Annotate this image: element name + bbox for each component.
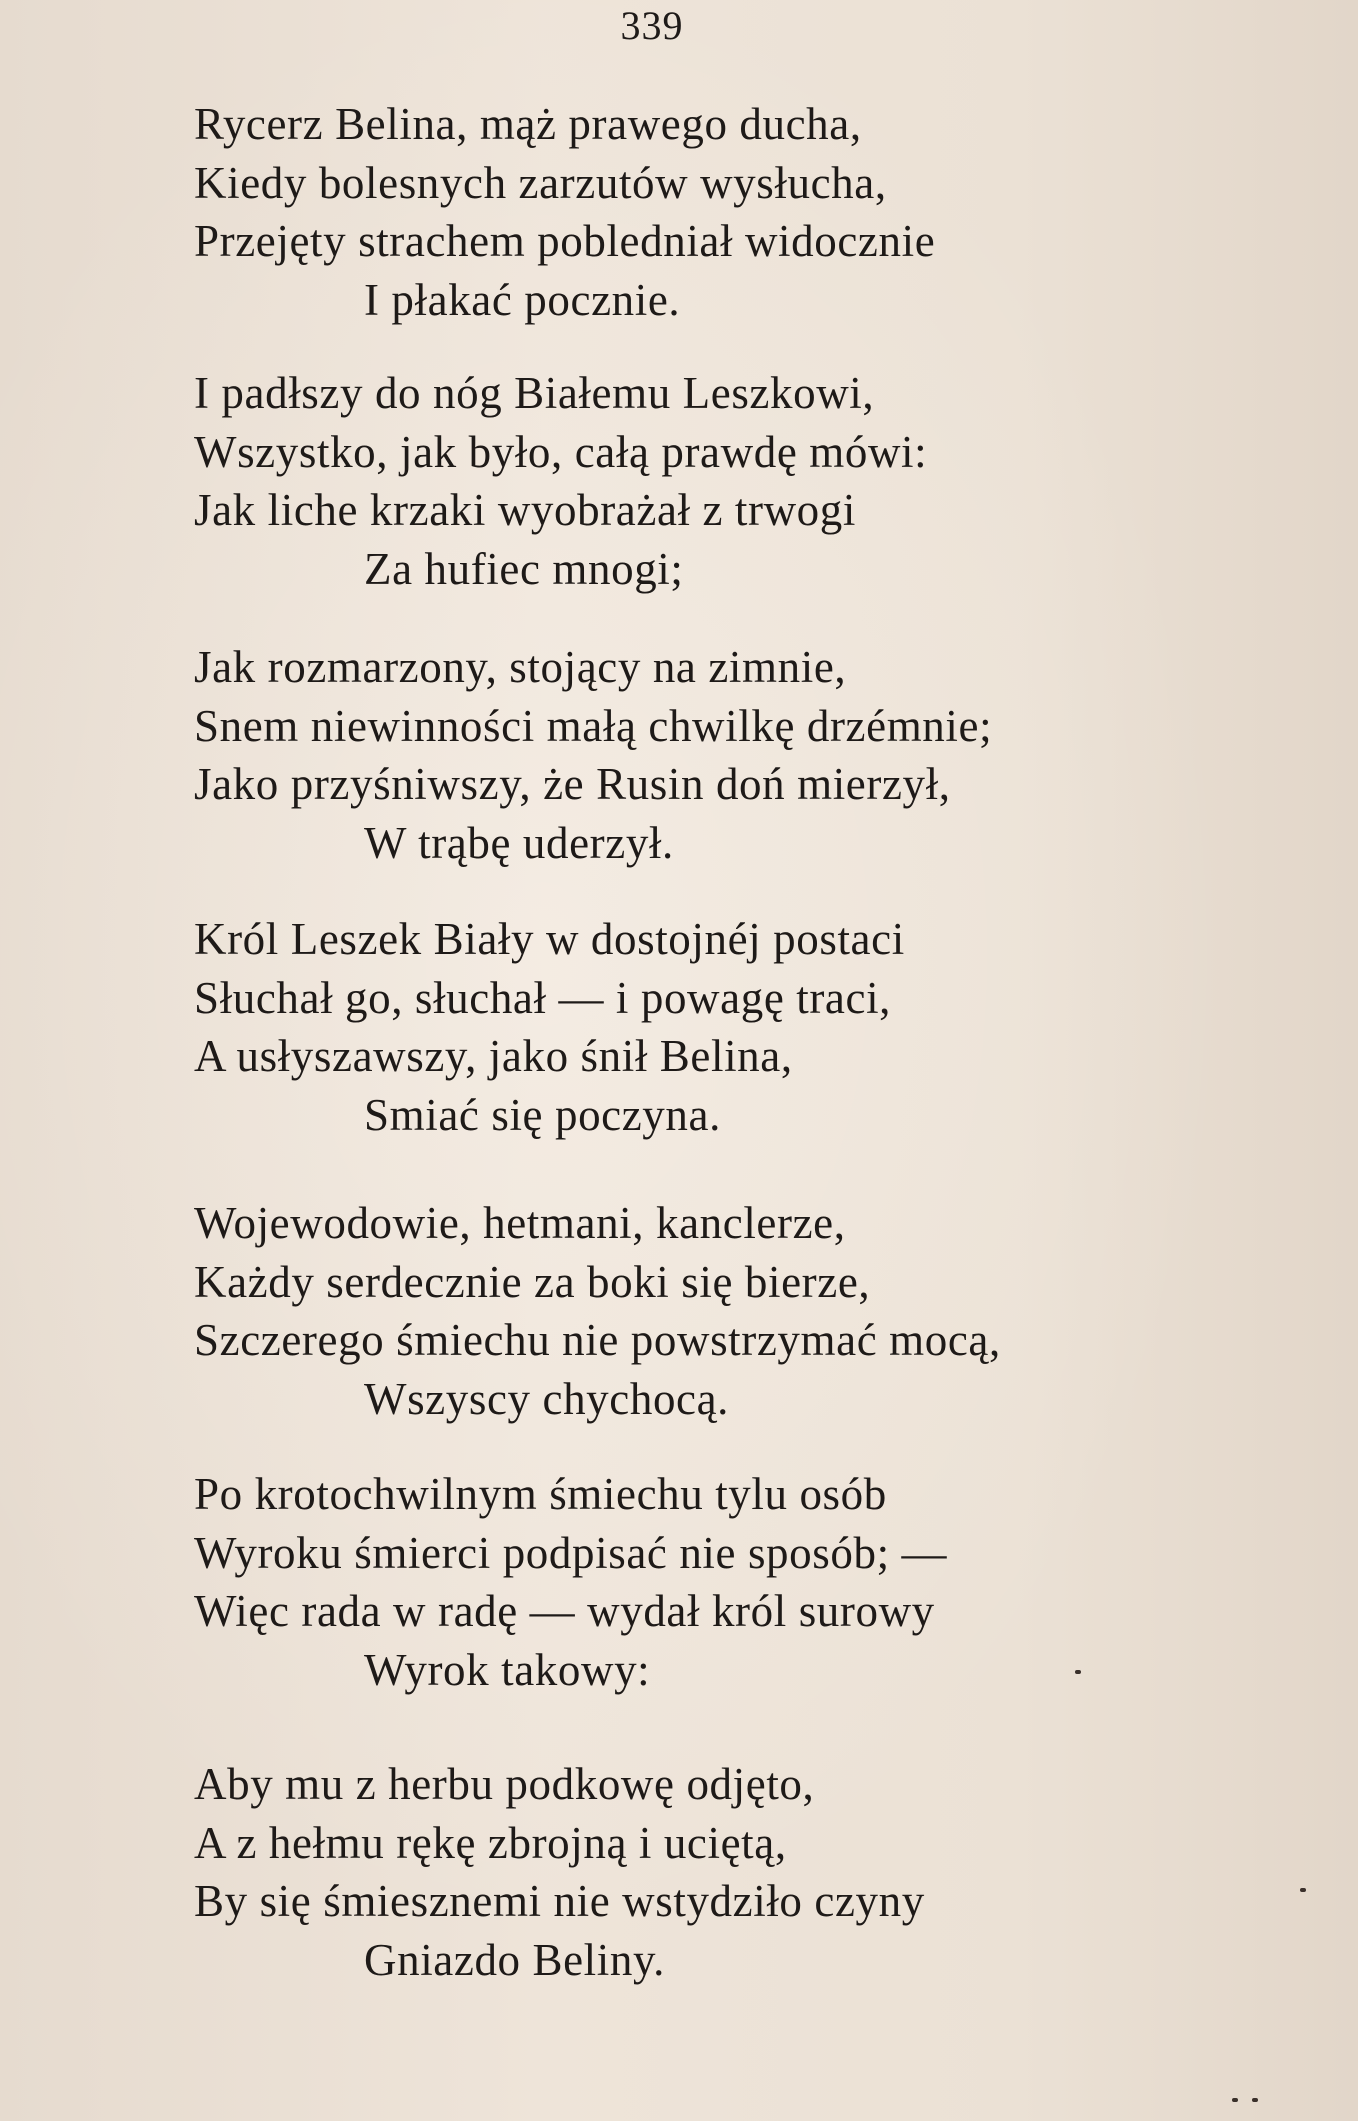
ink-speck: [1232, 2098, 1238, 2102]
verse-line: A z hełmu rękę zbrojną i uciętą,: [194, 1817, 787, 1868]
verse-line-refrain: Wszyscy chychocą.: [364, 1373, 730, 1424]
stanza-4: [194, 910, 1194, 1144]
stanza-5: [194, 1194, 1194, 1428]
verse-line-refrain: Gniazdo Beliny.: [364, 1934, 666, 1985]
stanza-3: [194, 638, 1194, 872]
page-number: [0, 2, 1358, 49]
verse-line: Po krotochwilnym śmiechu tylu osób: [194, 1469, 887, 1519]
verse-line: Więc rada w radę — wydał król surowy: [194, 1586, 935, 1636]
verse-line: Kiedy bolesnych zarzutów wysłucha,: [194, 157, 887, 208]
verse-line: A usłyszawszy, jako śnił Belina,: [194, 1031, 793, 1081]
verse-line-refrain: Wyrok takowy:: [364, 1644, 651, 1695]
page-number-text: 339: [620, 3, 684, 48]
ink-speck: [1300, 1888, 1306, 1892]
verse-line: I padłszy do nóg Białemu Leszkowi,: [194, 368, 875, 418]
verse-line: Jak rozmarzony, stojący na zimnie,: [194, 642, 847, 692]
verse-line: Snem niewinności małą chwilkę drzémnie;: [194, 700, 993, 751]
verse-line: Każdy serdecznie za boki się bierze,: [194, 1256, 871, 1307]
verse-line-refrain: Za hufiec mnogi;: [364, 543, 684, 594]
ink-speck: [1252, 2098, 1258, 2102]
verse-line: Aby mu z herbu podkowę odjęto,: [194, 1759, 815, 1809]
verse-line: Przejęty strachem pobledniał widocznie: [194, 216, 936, 266]
verse-line-refrain: W trąbę uderzył.: [364, 817, 674, 868]
ink-speck: [1075, 1670, 1081, 1674]
verse-line: Słuchał go, słuchał — i powagę traci,: [194, 972, 892, 1023]
verse-line: Szczerego śmiechu nie powstrzymać mocą,: [194, 1315, 1001, 1365]
verse-line: Wojewodowie, hetmani, kanclerze,: [194, 1198, 846, 1248]
verse-line-refrain: Smiać się poczyna.: [364, 1089, 721, 1140]
verse-line: Wszystko, jak było, całą prawdę mówi:: [194, 426, 928, 477]
verse-line-refrain: I płakać pocznie.: [364, 274, 681, 325]
stanza-7: [194, 1755, 1194, 1989]
stanza-1: [194, 95, 1194, 329]
stanza-6: [194, 1465, 1194, 1699]
verse-line: Król Leszek Biały w dostojnéj postaci: [194, 914, 905, 964]
stanza-2: [194, 364, 1194, 598]
verse-line: Jak liche krzaki wyobrażał z trwogi: [194, 485, 856, 535]
verse-line: By się śmiesznemi nie wstydziło czyny: [194, 1876, 925, 1926]
verse-line: Rycerz Belina, mąż prawego ducha,: [194, 99, 862, 149]
verse-line: Wyroku śmierci podpisać nie sposób; —: [194, 1527, 948, 1578]
verse-line: Jako przyśniwszy, że Rusin doń mierzył,: [194, 759, 951, 809]
